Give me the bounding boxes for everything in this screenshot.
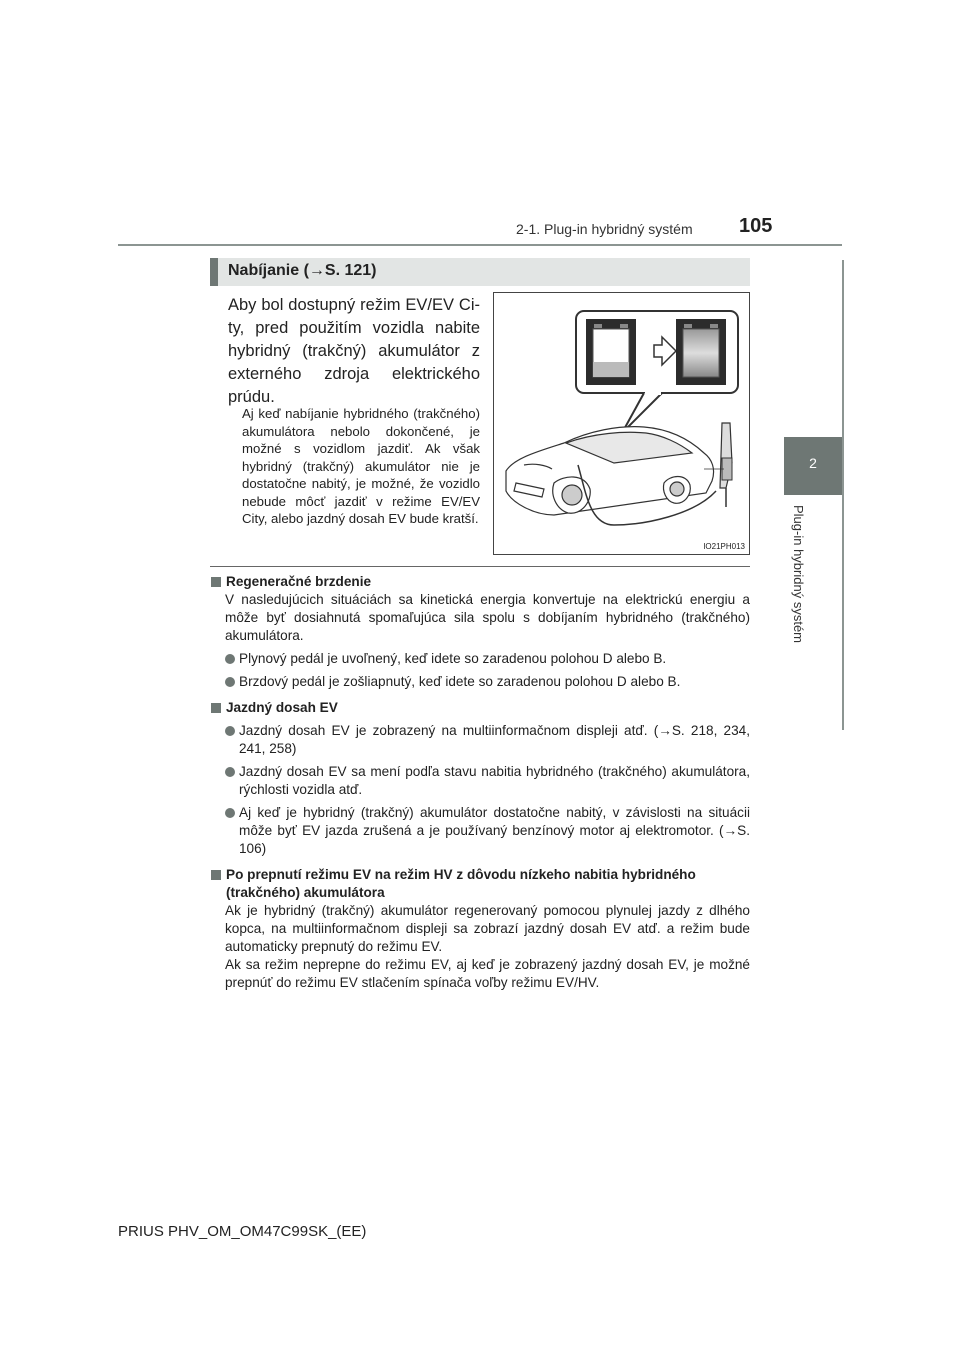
intro-paragraph: Aby bol dostupný režim EV/EV City, pred použitím vozidla nabite hybridný (trakčný) akumulátor z externého zdroja elektrického prúdu. xyxy=(228,296,480,406)
list-item-text: Aj keď je hybridný (trakčný) akumulátor dostatočne nabitý, v závislosti na situácii môže byť EV jazda zrušená a je používaný benzínový motor aj elektromotor. (→S. 106) xyxy=(239,805,750,856)
round-bullet-icon xyxy=(225,808,235,818)
chapter-label-text: Plug-in hybridný systém xyxy=(791,505,806,643)
square-bullet-icon xyxy=(211,703,221,713)
main-content xyxy=(210,573,750,992)
section-box-title xyxy=(210,258,750,286)
paragraph: Ak je hybridný (trakčný) akumulátor regenerovaný pomocou plynulej jazdy z dlhého kopca, na multiinformačnom displeji sa zobrazí jazdný dosah EV atď. a režim bude automaticky prepnutý do režimu EV. xyxy=(225,903,750,954)
list-item-text: Jazdný dosah EV sa mení podľa stavu nabitia hybridného (trakčného) akumulátora, rýchlosti vozidla atď. xyxy=(239,764,750,797)
section-heading xyxy=(210,699,750,717)
header-section-title: 2-1. Plug-in hybridný systém xyxy=(516,221,693,237)
figure-code: IO21PH013 xyxy=(703,542,745,551)
list-item-text: Brzdový pedál je zošliapnutý, keď idete so zaradenou polohou D alebo B. xyxy=(239,674,681,689)
chapter-tab xyxy=(784,437,842,495)
round-bullet-icon xyxy=(225,726,235,736)
round-bullet-icon xyxy=(225,654,235,664)
list-item xyxy=(210,804,750,858)
section-heading xyxy=(210,573,750,591)
list-item xyxy=(210,763,750,799)
list-item xyxy=(210,673,750,691)
paragraph: V nasledujúcich situáciách sa kinetická energia konvertuje na elektrickú energiu a môže byť dosiahnutá spomaľujúca sila spolu s dobíjaním hybridného (trakčného) akumulátora. xyxy=(225,592,750,643)
section-divider xyxy=(210,566,750,567)
heading-text: Regeneračné brzdenie xyxy=(226,574,372,589)
list-item-text: Plynový pedál je uvoľnený, keď idete so zaradenou polohou D alebo B. xyxy=(239,651,667,666)
heading-text: Jazdný dosah EV xyxy=(226,700,338,715)
round-bullet-icon xyxy=(225,767,235,777)
round-bullet-icon xyxy=(225,677,235,687)
chapter-label xyxy=(790,505,810,665)
paragraph: Ak sa režim neprepne do režimu EV, aj keď je zobrazený jazdný dosah EV, je možné prepnúť do režimu EV stlačením spínača voľby režimu EV/HV. xyxy=(225,957,750,990)
list-item xyxy=(210,722,750,758)
heading-text: Po prepnutí režimu EV na režim HV z dôvodu nízkeho nabitia hybridného (trakčného) akumulátora xyxy=(226,867,696,900)
car-charging-drawing xyxy=(494,293,749,554)
footer-document-code: PRIUS PHV_OM_OM47C99SK_(EE) xyxy=(118,1223,367,1240)
square-bullet-icon xyxy=(211,577,221,587)
section-heading xyxy=(210,866,750,902)
square-bullet-icon xyxy=(211,870,221,880)
charging-illustration xyxy=(493,292,750,555)
side-divider xyxy=(842,260,844,730)
list-item xyxy=(210,650,750,668)
box-title-text: Nabíjanie (→S. 121) xyxy=(228,262,377,279)
list-item-text: Jazdný dosah EV je zobrazený na multiinformačnom displeji atď. (→S. 218, 234, 241, 258) xyxy=(239,723,750,756)
note-paragraph: Aj keď nabíjanie hybridného (trakčného) akumulátora nebolo dokončené, je možné s vozidlom jazdiť. Ak však hybridný (trakčný) akumulátor nie je dostatočne nabitý, je možné, že vozidlo nebude môcť jazdiť v režime EV/EV City, alebo jazdný dosah EV bude kratší. xyxy=(242,406,480,526)
header-divider xyxy=(118,244,842,246)
chapter-number: 2 xyxy=(809,455,817,471)
car-icon xyxy=(506,427,714,515)
page-number: 105 xyxy=(739,215,773,237)
